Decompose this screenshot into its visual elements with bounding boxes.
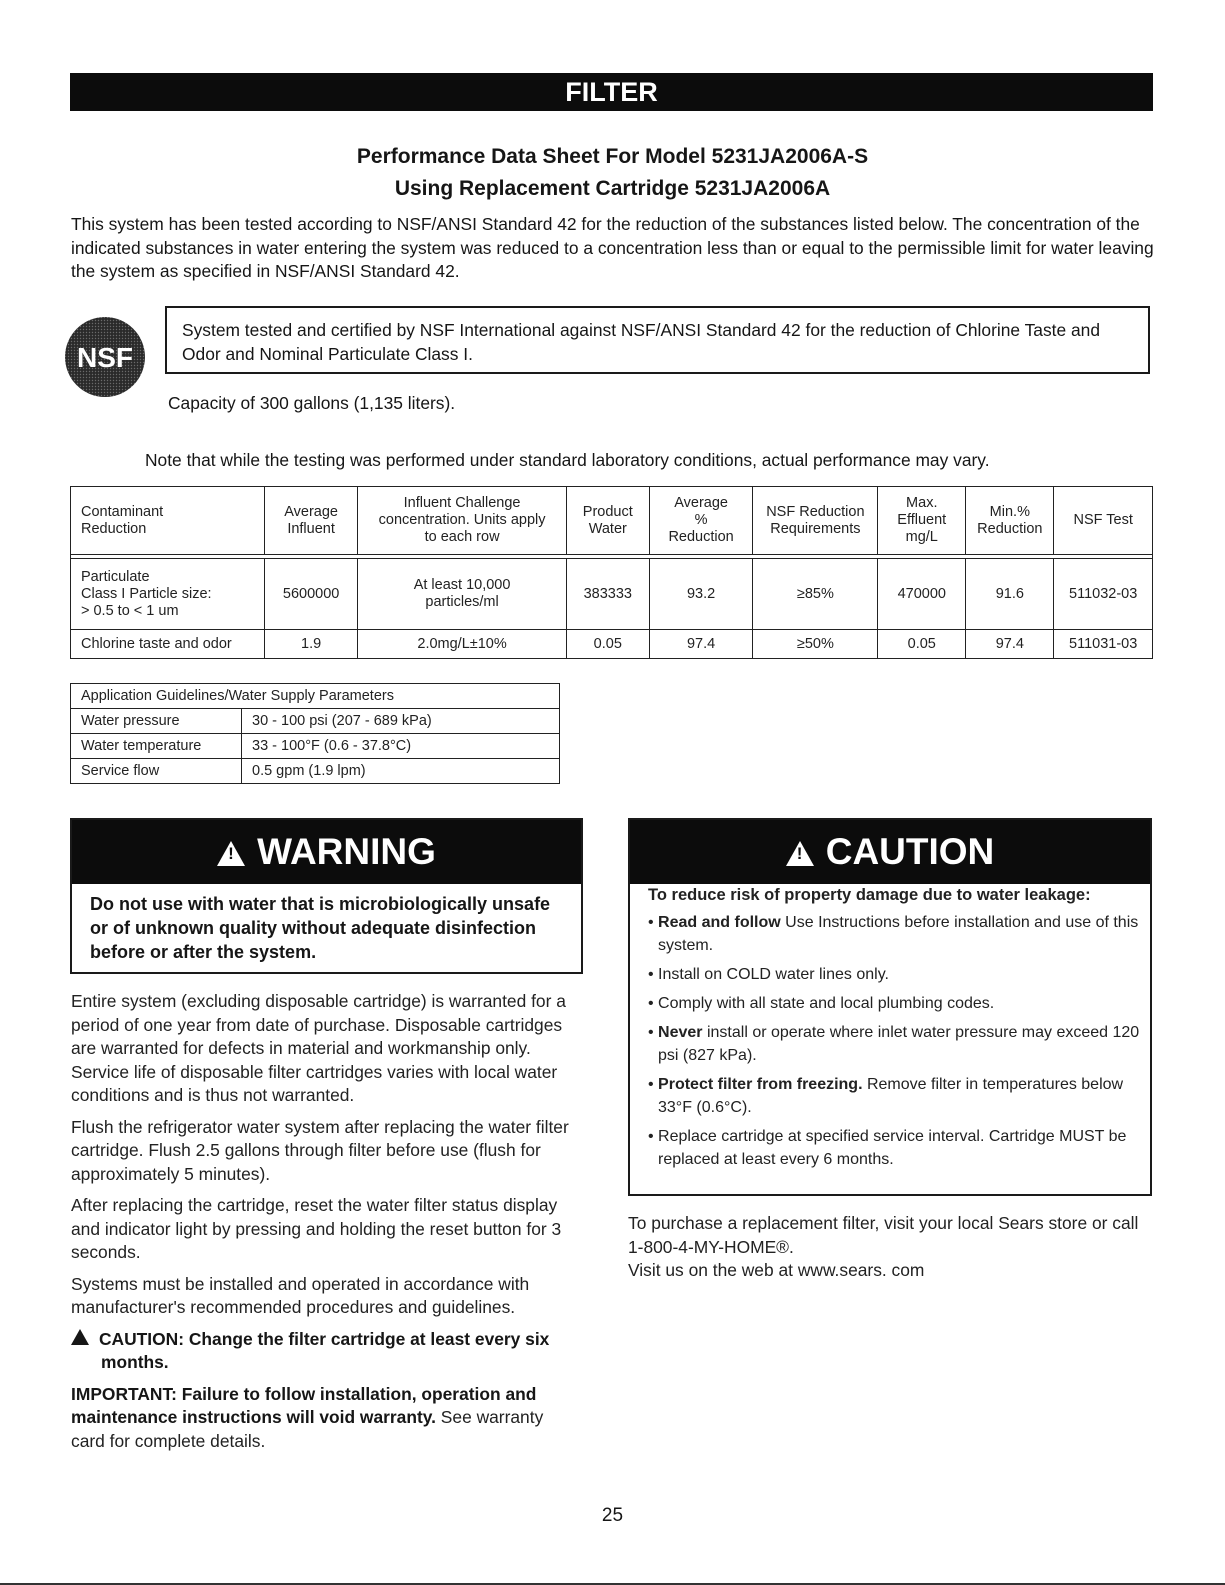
nsf-certification-text: System tested and certified by NSF International against NSF/ANSI Standard 42 for the reduction of Chlorine Taste and Odor and Nominal Particulate Class I.	[182, 320, 1101, 364]
table-cell	[878, 559, 966, 630]
table-row	[71, 559, 1153, 630]
application-guidelines-table	[70, 683, 560, 784]
header-text: NSF Test	[1073, 512, 1133, 528]
cell-text: 383333	[583, 585, 632, 602]
table-cell: Water pressure	[71, 709, 242, 734]
cell-text: 93.2	[686, 585, 716, 602]
header-cell	[264, 487, 357, 555]
table-cell	[264, 559, 357, 630]
item-bold: Read and follow	[658, 914, 781, 931]
table-cell: 0.5 gpm (1.9 lpm)	[242, 759, 560, 784]
page-title-line2: Using Replacement Cartridge 5231JA2006A	[394, 177, 831, 200]
table-header-row	[71, 487, 1153, 555]
table-cell	[566, 630, 649, 659]
header-cell	[966, 487, 1054, 555]
caution-note-text: CAUTION: Change the filter cartridge at least every six months.	[99, 1328, 550, 1372]
table-cell: Service flow	[71, 759, 242, 784]
table-row	[71, 709, 560, 734]
table-cell: Water temperature	[71, 734, 242, 759]
capacity-text: Capacity of 300 gallons (1,135 liters).	[168, 393, 456, 413]
table-cell	[753, 630, 878, 659]
warning-heading	[72, 820, 581, 884]
caution-small-icon	[71, 1329, 89, 1345]
table-cell	[966, 630, 1054, 659]
nsf-logo-icon	[64, 316, 146, 398]
warning-box	[70, 818, 583, 974]
table-cell: 33 - 100°F (0.6 - 37.8°C)	[242, 734, 560, 759]
intro-paragraph: This system has been tested according to NSF/ANSI Standard 42 for the reduction of the substances listed below. The concentration of the indicated substances in water entering the system was reduced to a concentration less than or equal to the permissible limit for water leaving the system as specified in NSF/ANSI Standard 42.	[71, 214, 1154, 281]
header-cell	[566, 487, 649, 555]
table-cell: 30 - 100 psi (207 - 689 kPa)	[242, 709, 560, 734]
section-header: FILTER	[70, 73, 1153, 111]
purchase-text: To purchase a replacement filter, visit your local Sears store or call 1-800-4-MY-HOME®.	[628, 1213, 1139, 1257]
header-cell	[649, 487, 753, 555]
performance-table	[70, 486, 1153, 659]
cell-text: 470000	[897, 585, 946, 602]
reset-paragraph: After replacing the cartridge, reset the water filter status display and indicator light by pressing and holding the reset button for 3 seconds.	[71, 1195, 562, 1262]
table-cell	[71, 630, 265, 659]
cell-text: 97.4	[995, 636, 1024, 652]
caution-triangle-icon	[786, 841, 814, 866]
header-cell	[71, 487, 265, 555]
cell-text: Particulate Class I Particle size: > 0.5 to < 1 um	[81, 568, 212, 619]
cell-text: 1.9	[301, 636, 322, 652]
table-cell	[264, 630, 357, 659]
cell-text: 511032-03	[1069, 585, 1138, 602]
header-text: Min.% Reduction	[977, 503, 1043, 537]
caution-caption: To reduce risk of property damage due to water leakage:	[648, 886, 1091, 904]
table-cell	[966, 559, 1054, 630]
table-cell	[649, 630, 753, 659]
caution-heading	[630, 820, 1150, 884]
purchase-column	[628, 1212, 1158, 1283]
table-cell	[566, 559, 649, 630]
warning-triangle-icon	[217, 841, 245, 866]
cell-text: 511031-03	[1069, 636, 1138, 652]
warranty-paragraph: Entire system (excluding disposable cartridge) is warranted for a period of one year from date of purchase. Disposable cartridges are warranted for defects in material and workmanship only. Service life of disposable filter cartridges varies with local water conditions and is thus not warranted.	[71, 991, 566, 1105]
header-text: NSF Reduction Requirements	[766, 503, 865, 537]
nsf-logo-text: NSF	[77, 342, 133, 373]
item-bold: Protect filter from freezing.	[658, 1076, 863, 1093]
warranty-column	[71, 990, 581, 1461]
table-cell	[358, 630, 567, 659]
list-item: • Install on COLD water lines only.	[648, 966, 889, 983]
caution-note	[71, 1328, 581, 1375]
cell-text: 0.05	[593, 636, 622, 652]
list-item: • Read and follow Use Instructions before installation and use of this system.	[648, 914, 1139, 954]
table-cell	[649, 559, 753, 630]
cell-text: 0.05	[907, 636, 936, 652]
caution-heading-text: CAUTION	[825, 831, 995, 872]
table-row	[71, 630, 1153, 659]
table-cell	[753, 559, 878, 630]
header-text: Average % Reduction	[668, 495, 734, 545]
important-rest: See warranty card for complete details.	[71, 1407, 544, 1451]
page-title-line1: Performance Data Sheet For Model 5231JA2006A-S	[356, 145, 869, 168]
cell-text: Chlorine taste and odor	[81, 636, 232, 652]
caution-body	[648, 886, 1140, 1177]
cell-text: ≥50%	[796, 636, 834, 652]
cell-text: 91.6	[995, 585, 1024, 602]
item-text: Use Instructions before installation and use of this system.	[658, 914, 1139, 954]
table-cell	[358, 559, 567, 630]
item-text: Comply with all state and local plumbing codes.	[658, 995, 995, 1012]
header-cell	[753, 487, 878, 555]
header-cell	[1054, 487, 1153, 555]
important-paragraph	[71, 1383, 581, 1454]
list-item: • Replace cartridge at specified service interval. Cartridge MUST be replaced at least every 6 months.	[648, 1128, 1127, 1168]
table-row	[71, 759, 560, 784]
important-bold: IMPORTANT: Failure to follow installation, operation and maintenance instructions will void warranty.	[71, 1383, 537, 1427]
item-text: Replace cartridge at specified service interval. Cartridge MUST be replaced at least every 6 months.	[658, 1128, 1127, 1168]
header-text: Influent Challenge concentration. Units apply to each row	[378, 495, 546, 545]
cell-text: At least 10,000 particles/ml	[413, 577, 511, 610]
list-item: • Protect filter from freezing. Remove filter in temperatures below 33°F (0.6°C).	[648, 1076, 1124, 1116]
item-text: install or operate where inlet water pressure may exceed 120 psi (827 kPa).	[658, 1024, 1140, 1064]
table-cell	[71, 559, 265, 630]
warning-text: Do not use with water that is microbiologically unsafe or of unknown quality without adequate disinfection before or after the system.	[90, 894, 551, 962]
cell-text: 5600000	[282, 585, 340, 602]
cell-text: 2.0mg/L±10%	[417, 636, 507, 652]
header-text: Average Influent	[284, 503, 338, 537]
table-cell	[1054, 630, 1153, 659]
header-text: Contaminant Reduction	[81, 503, 164, 537]
cell-text: 97.4	[686, 636, 716, 652]
table-header-row	[71, 684, 560, 709]
cell-text: ≥85%	[796, 585, 834, 602]
website-text: Visit us on the web at www.sears. com	[628, 1260, 925, 1280]
nsf-certification-box	[165, 306, 1150, 374]
item-text: Remove filter in temperatures below 33°F (0.6°C).	[658, 1076, 1124, 1116]
header-cell	[358, 487, 567, 555]
item-bold: Never	[658, 1024, 703, 1041]
header-text: Max. Effluent mg/L	[897, 495, 947, 545]
installation-paragraph: Systems must be installed and operated in accordance with manufacturer's recommended procedures and guidelines.	[71, 1273, 530, 1317]
list-item: • Never install or operate where inlet water pressure may exceed 120 psi (827 kPa).	[648, 1024, 1140, 1064]
page-number: 25	[601, 1505, 624, 1526]
warning-heading-text: WARNING	[257, 831, 436, 872]
header-cell	[878, 487, 966, 555]
table-cell	[878, 630, 966, 659]
list-item: • Comply with all state and local plumbing codes.	[648, 995, 995, 1012]
table-row	[71, 734, 560, 759]
item-text: Install on COLD water lines only.	[658, 966, 889, 983]
header-text: Product Water	[582, 503, 633, 537]
caution-box	[628, 818, 1152, 1196]
flush-paragraph: Flush the refrigerator water system after replacing the water filter cartridge. Flush 2.5 gallons through filter before use (flush for approximately 5 minutes).	[71, 1116, 569, 1184]
table-cell	[1054, 559, 1153, 630]
application-title: Application Guidelines/Water Supply Parameters	[71, 684, 560, 709]
performance-note: Note that while the testing was performed under standard laboratory conditions, actual performance may vary.	[145, 450, 990, 470]
